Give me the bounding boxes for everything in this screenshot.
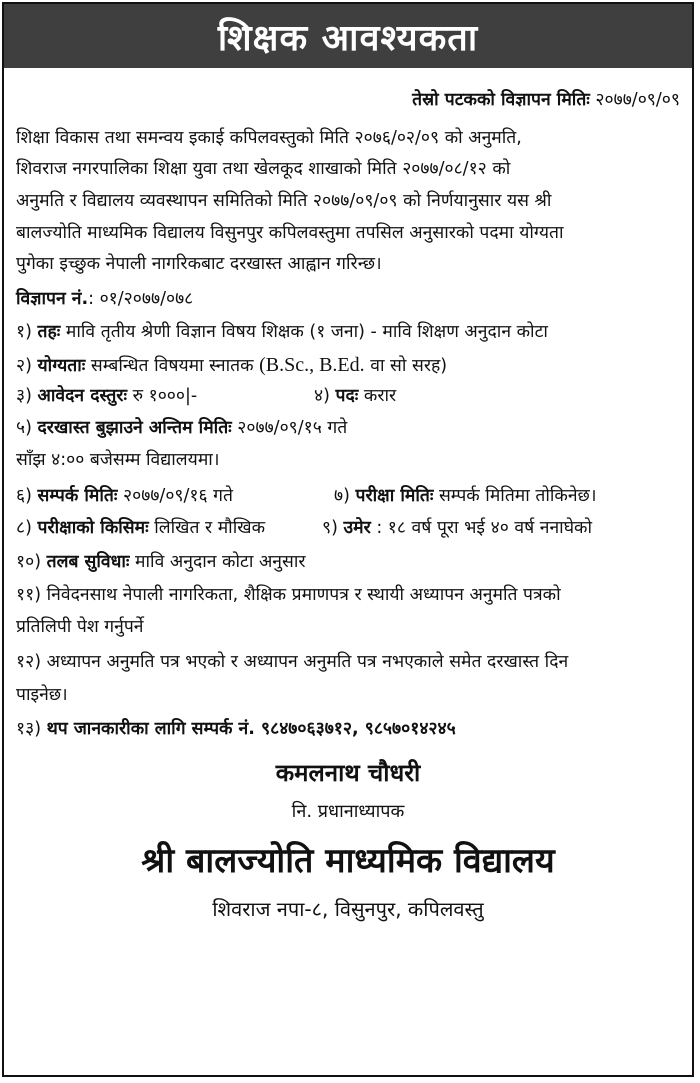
item-number: ८) (16, 518, 32, 538)
intro-line: अनुमति र विद्यालय व्यवस्थापन समितिको मिति २०७७/०९/०९ को निर्णयानुसार यस श्री (16, 191, 552, 211)
item-value: मावि तृतीय श्रेणी विज्ञान विषय शिक्षक (१ जना) - मावि शिक्षण अनुदान कोटा (65, 322, 548, 342)
item-label: परीक्षा मितिः (355, 486, 434, 506)
item-value: २०७७/०९/१६ गते (123, 486, 234, 506)
ad-number-value: : ०१/२०७७/०७८ (88, 289, 194, 309)
intro-line: पुगेका इच्छुक नेपाली नागरिकबाट दरखास्त आह्वान गरिन्छ। (16, 254, 382, 274)
item-eligibility-cont: पाइनेछ। (16, 685, 68, 705)
page-title: शिक्षक आवश्यकता (217, 17, 479, 59)
notice-date (412, 90, 680, 111)
item-value: निवेदनसाथ नेपाली नागरिकता, शैक्षिक प्रमाणपत्र र स्थायी अध्यापन अनुमति पत्रको (46, 585, 561, 605)
item-number: ३) (16, 386, 32, 406)
item-contact-info (16, 719, 456, 740)
item-number: १२) (16, 652, 42, 672)
item-label: तहः (37, 322, 61, 342)
item-exam-type (16, 518, 265, 539)
item-label: आवेदन दस्तुरः (37, 386, 127, 406)
item-label: परीक्षाको किसिमः (37, 518, 149, 538)
ad-number-label: विज्ञापन नं. (16, 289, 89, 309)
notice-date-label: तेस्रो पटकको विज्ञापन मितिः (412, 90, 590, 110)
item-label: तलब सुविधाः (46, 552, 130, 572)
item-value: रु १०००|- (132, 386, 198, 406)
item-post (314, 386, 396, 407)
item-number: १) (16, 322, 32, 342)
item-deadline-cont: साँझ ४:०० बजेसम्म विद्यालयमा। (16, 450, 220, 470)
item-label: थप जानकारीका लागि सम्पर्क नं. ९८४७०६३७१२, ९८५७०१४२४५ (46, 719, 456, 739)
signatory-title: नि. प्रधानाध्यापक (291, 801, 405, 822)
notice-date-value: २०७७/०९/०९ (595, 90, 680, 110)
signatory-name: कमलनाथ चौधरी (275, 759, 421, 787)
item-number: १०) (16, 552, 42, 572)
notice-frame (2, 2, 694, 1077)
item-number: ११) (16, 585, 42, 605)
item-value: सम्पर्क मितिमा तोकिनेछ। (438, 486, 597, 506)
item-fee (16, 386, 197, 407)
item-value: : १८ वर्ष पूरा भई ४० वर्ष ननाघेको (376, 518, 593, 538)
intro-line: शिवराज नगरपालिका शिक्षा युवा तथा खेलकूद शाखाको मिति २०७७/०८/१२ को (16, 159, 511, 179)
item-label: योग्यताः (37, 356, 86, 376)
school-name: श्री बालज्योति माध्यमिक विद्यालय (141, 841, 555, 881)
item-degree-codes: (B.Sc., B.Ed. (259, 354, 365, 376)
item-number: ४) (314, 386, 330, 406)
item-documents (16, 585, 561, 606)
ad-number (16, 289, 193, 310)
item-label: दरखास्त बुझाउने अन्तिम मितिः (37, 418, 232, 438)
intro-line: बालज्योति माध्यमिक विद्यालय विसुनपुर कपिलवस्तुमा तपसिल अनुसारको पदमा योग्यता (16, 223, 564, 243)
item-deadline (16, 418, 347, 439)
item-value: मावि अनुदान कोटा अनुसार (135, 552, 306, 572)
item-age (322, 518, 592, 539)
intro-line: शिक्षा विकास तथा समन्वय इकाई कपिलवस्तुको मिति २०७६/०२/०९ को अनुमति, (16, 128, 522, 148)
item-salary (16, 552, 306, 573)
item-level (16, 322, 548, 343)
item-number: ५) (16, 418, 32, 438)
item-label: उमेर (343, 518, 371, 538)
item-contact-date (16, 486, 233, 507)
item-number: २) (16, 356, 32, 376)
school-address: शिवराज नपा-८, विसुनपुर, कपिलवस्तु (212, 897, 484, 921)
item-eligibility (16, 652, 568, 673)
item-number: १३) (16, 719, 42, 739)
item-documents-cont: प्रतिलिपी पेश गर्नुपर्ने (16, 617, 144, 637)
item-label: सम्पर्क मितिः (37, 486, 118, 506)
item-number: ९) (322, 518, 338, 538)
item-number: ७) (334, 486, 350, 506)
item-value-tail: वा सो सरह) (370, 356, 448, 376)
item-value: करार (363, 386, 397, 406)
item-exam-date (334, 486, 596, 507)
item-value: अध्यापन अनुमति पत्र भएको र अध्यापन अनुमति पत्र नभएकाले समेत दरखास्त दिन (46, 652, 569, 672)
item-value: सम्बन्धित विषयमा स्नातक (90, 356, 254, 376)
item-value: २०७७/०९/१५ गते (237, 418, 348, 438)
item-qualification (16, 353, 447, 377)
item-label: पदः (335, 386, 359, 406)
title-banner (4, 4, 692, 68)
item-number: ६) (16, 486, 32, 506)
item-value: लिखित र मौखिक (154, 518, 266, 538)
